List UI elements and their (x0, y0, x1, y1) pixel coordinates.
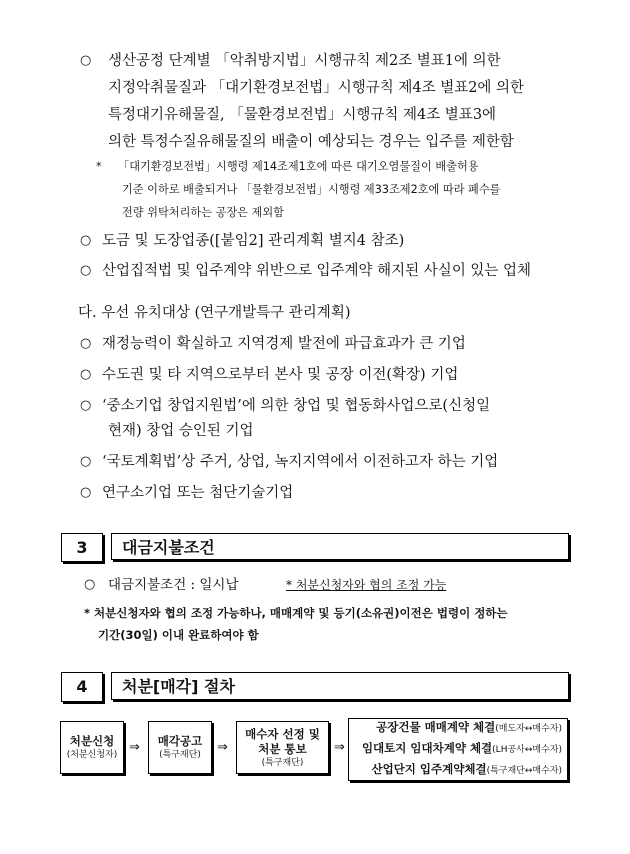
flow-step-sale-notice (148, 721, 212, 774)
item-restriction-line-2: 지정악취물질과 「대기환경보전법」시행규칙 제4조 별표2에 의한 (108, 80, 525, 96)
asterisk-bullet: * (96, 160, 102, 173)
step-title-2: 처분 통보 (258, 741, 307, 756)
step-sub: (처분신청자) (66, 750, 118, 760)
section-3-title: 대금지불조건 (111, 533, 569, 560)
item-restriction-line-3: 특정대기유해물질, 「물환경보전법」시행규칙 제4조 별표3에 (108, 107, 497, 123)
priority-item-2: 수도권 및 타 지역으로부터 본사 및 공장 이전(확장) 기업 (102, 367, 459, 383)
contract-party: (매도자↔매수자) (495, 724, 562, 734)
circle-bullet: ○ (80, 53, 92, 68)
step-sub: (특구재단) (261, 757, 304, 768)
contract-main: 산업단지 입주계약체결 (371, 762, 487, 776)
circle-bullet: ○ (80, 454, 92, 469)
flow-arrow: ⇒ (334, 740, 345, 755)
circle-bullet: ○ (80, 233, 92, 248)
step-title-1: 매수자 선정 및 (245, 726, 320, 741)
circle-bullet: ○ (80, 263, 92, 278)
circle-bullet: ○ (84, 577, 96, 592)
circle-bullet: ○ (80, 398, 92, 413)
contract-main: 임대토지 임대차계약 체결 (361, 741, 493, 755)
section-4-title: 처분[매각] 절차 (111, 672, 569, 700)
priority-item-1: 재정능력이 확실하고 지역경제 발전에 파급효과가 큰 기업 (102, 336, 466, 352)
flow-step-buyer-selection (236, 721, 329, 774)
flow-step-application (60, 721, 124, 774)
contract-party: (LH공사↔매수자) (492, 745, 562, 755)
priority-item-3: ‘중소기업 창업지원법’에 의한 창업 및 협동화사업으로(신청일 (102, 398, 491, 414)
circle-bullet: ○ (80, 485, 92, 500)
item-contract-violation: 산업집적법 및 입주계약 위반으로 입주계약 해지된 사실이 있는 업체 (102, 263, 532, 279)
contract-line-3 (371, 760, 562, 781)
contract-party: (특구재단↔매수자) (486, 766, 562, 776)
item-restriction-line-1 (108, 52, 574, 70)
bold-note-line-1: * 처분신청자와 협의 조정 가능하나, 매매계약 및 등기(소유권)이전은 법령이 정하는 (84, 606, 508, 620)
bold-note-line-2: 기간(30일) 이내 완료하여야 함 (98, 628, 259, 642)
circle-bullet: ○ (80, 336, 92, 351)
item-restriction-line-4: 의한 특정수질유해물질의 배출이 예상되는 경우는 입주를 제한함 (108, 134, 514, 150)
priority-item-5: 연구소기업 또는 첨단기술기업 (102, 485, 294, 501)
flow-arrow: ⇒ (217, 740, 228, 755)
step-sub: (특구재단) (159, 750, 201, 760)
note-line-1: 「대기환경보전법」시행령 제14조제1호에 따른 대기오염물질이 배출허용 (118, 160, 479, 173)
contract-line-1 (376, 718, 562, 739)
payment-condition: 대금지불조건 : 일시납 (108, 577, 239, 593)
note-line-3: 전량 위탁처리하는 공장은 제외함 (122, 206, 284, 219)
priority-item-4: ‘국토계획법’상 주거, 상업, 녹지지역에서 이전하고자 하는 기업 (102, 454, 499, 470)
section-c-heading: 다. 우선 유치대상 (연구개발특구 관리계획) (78, 305, 351, 321)
payment-note: * 처분신청자와 협의 조정 가능 (286, 578, 447, 592)
flow-arrow: ⇒ (129, 740, 140, 755)
priority-item-3-cont: 현재) 창업 승인된 기업 (108, 423, 254, 439)
step-title: 처분신청 (69, 734, 115, 748)
contract-main: 공장건물 매매계약 체결 (376, 720, 496, 734)
section-3-number: 3 (61, 533, 103, 562)
section-4-number: 4 (61, 672, 103, 702)
note-line-2: 기준 이하로 배출되거나 「물환경보전법」시행령 제33조제2호에 따라 폐수를 (122, 183, 501, 196)
flow-step-contracts (348, 718, 568, 781)
circle-bullet: ○ (80, 367, 92, 382)
contract-line-2 (362, 739, 562, 760)
text: 생산공정 단계별 「악취방지법」시행규칙 제2조 별표1에 의한 (108, 53, 501, 69)
step-title: 매각공고 (157, 734, 203, 748)
item-plating: 도금 및 도장업종([붙임2] 관리계획 별지4 참조) (102, 233, 405, 249)
